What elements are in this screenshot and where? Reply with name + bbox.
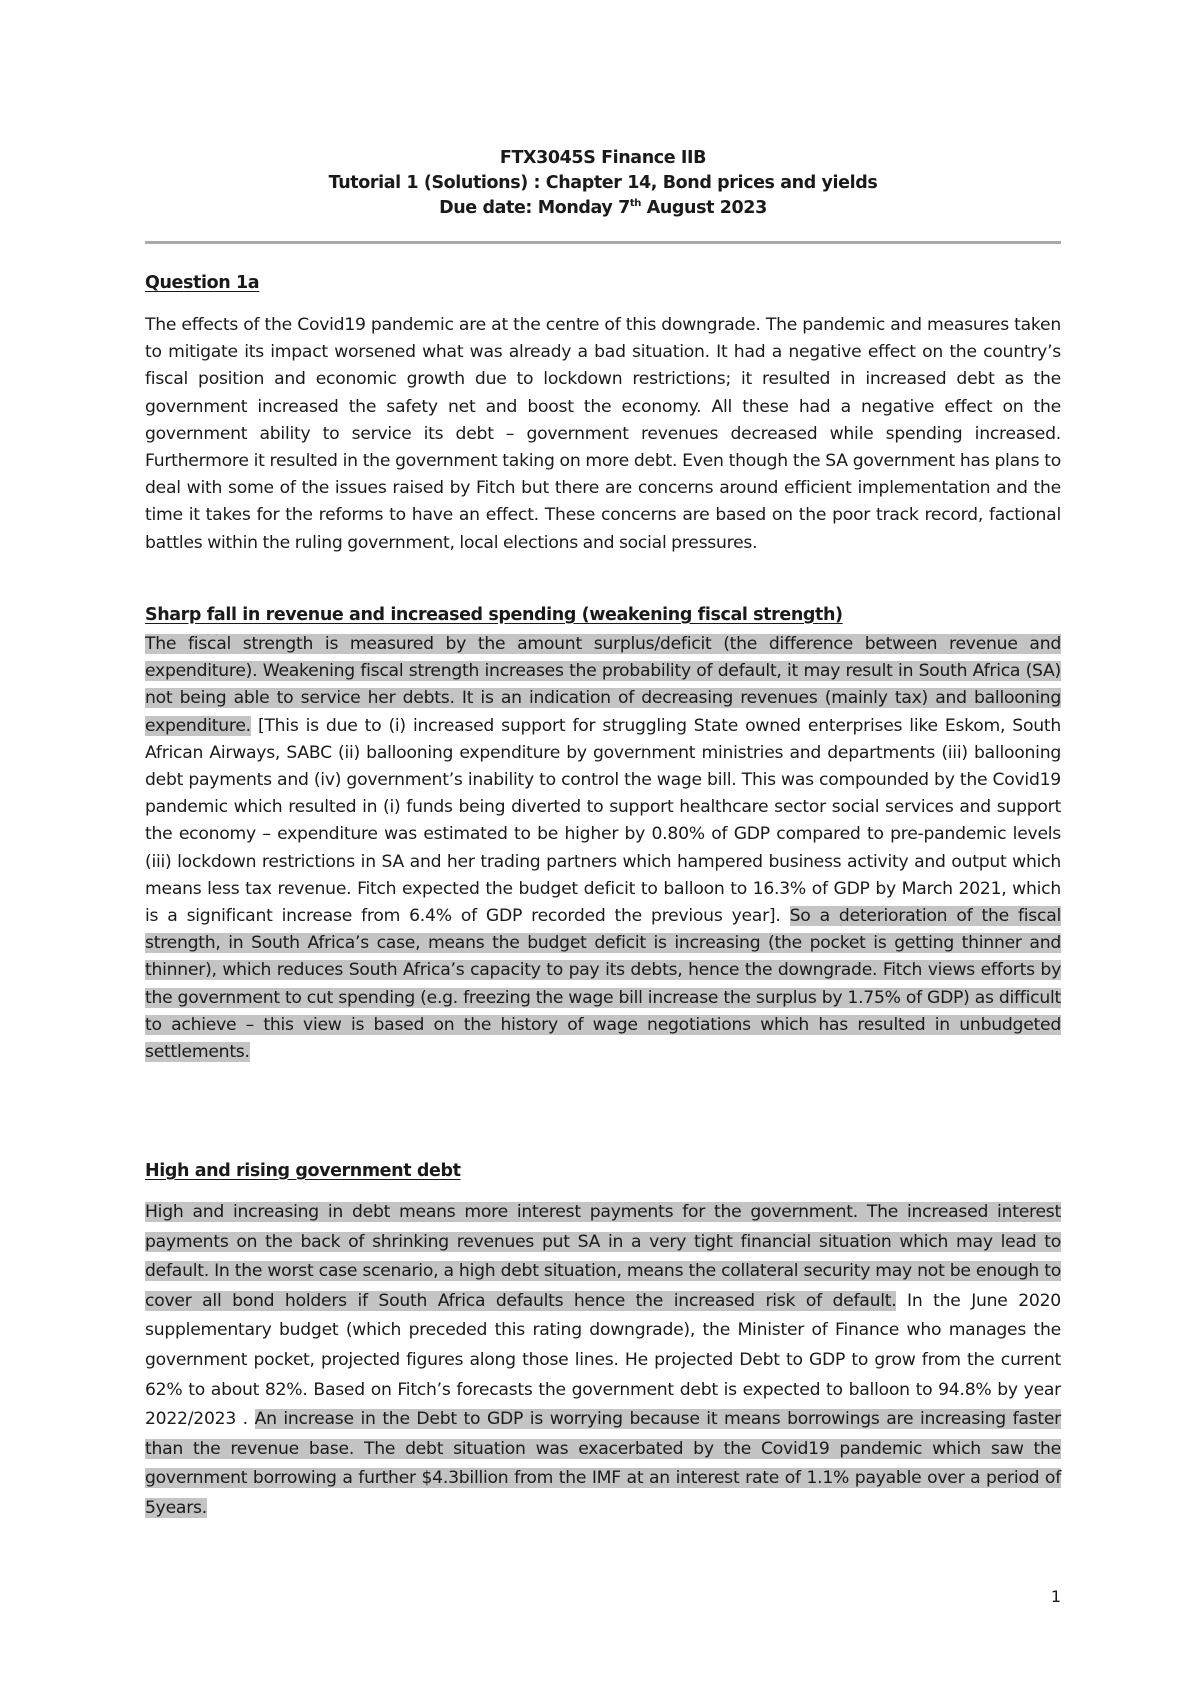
page-number: 1 xyxy=(1050,1587,1061,1606)
course-title: FTX3045S Finance IIB xyxy=(499,148,707,168)
due-date-ordinal: th xyxy=(629,198,641,210)
due-date-text: Due date: Monday 7 xyxy=(439,198,630,218)
due-date-month-year: August 2023 xyxy=(641,198,767,218)
highlighted-text: An increase in the Debt to GDP is worrying because it means borrowings are increasing faster than the revenue base. The debt situation was exacerbated by the Covid19 pandemic which saw the government borrowing a further $4.3billion from the IMF at an interest rate of 1.1% payable over a period of 5years. xyxy=(145,1409,1061,1518)
fiscal-strength-heading: Sharp fall in revenue and increased spending (weakening fiscal strength) xyxy=(145,605,843,625)
question-1a-heading: Question 1a xyxy=(145,273,260,293)
highlighted-text: So a deterioration of the fiscal strength, in South Africa’s case, means the budget deficit is increasing (the pocket is getting thinner and thinner), which reduces South Africa’s capacity to pay its debts, hence the downgrade. Fitch views efforts by the government to cut spending (e.g. freezing the wage bill increase the surplus by 1.75% of GDP) as difficult to achieve – this view is based on the history of wage negotiations which has resulted in unbudgeted settlements. xyxy=(145,906,1061,1063)
highlighted-text: The fiscal strength is measured by the amount surplus/deficit (the difference between revenue and expenditure). Weakening fiscal strength increases the probability of default, it may result in South Africa (SA) not being able to service her debts. It is an indication of decreasing revenues (mainly tax) and ballooning expenditure. xyxy=(145,634,1061,736)
fiscal-strength-paragraph xyxy=(145,631,1061,1066)
due-date xyxy=(145,196,1061,221)
tutorial-title: Tutorial 1 (Solutions) : Chapter 14, Bond prices and yields xyxy=(328,173,878,193)
plain-text: In the June 2020 supplementary budget (which preceded this rating downgrade), the Minister of Finance who manages the government pocket, projected figures along those lines. He projected Debt to GDP to grow from the current 62% to about 82%. Based on Fitch’s forecasts the government debt is expected to balloon to 94.8% by year 2022/2023 . xyxy=(145,1290,1061,1430)
government-debt-paragraph xyxy=(145,1198,1061,1524)
header-divider xyxy=(145,241,1061,244)
government-debt-heading: High and rising government debt xyxy=(145,1161,461,1181)
question-1a-paragraph: The effects of the Covid19 pandemic are at the centre of this downgrade. The pandemic and measures taken to mitigate its impact worsened what was already a bad situation. It had a negative effect on the country’s fiscal position and economic growth due to lockdown restrictions; it resulted in increased debt as the government increased the safety net and boost the economy. All these had a negative effect on the government ability to service its debt – government revenues decreased while spending increased. Furthermore it resulted in the government taking on more debt. Even though the SA government has plans to deal with some of the issues raised by Fitch but there are concerns around efficient implementation and the time it takes for the reforms to have an effect. These concerns are based on the poor track record, factional battles within the ruling government, local elections and social pressures. xyxy=(145,315,1061,553)
document-header xyxy=(145,146,1061,221)
highlighted-text: High and increasing in debt means more interest payments for the government. The increased interest payments on the back of shrinking revenues put SA in a very tight financial situation which may lead to default. In the worst case scenario, a high debt situation, means the collateral security may not be enough to cover all bond holders if South Africa defaults hence the increased risk of default. xyxy=(145,1202,1061,1311)
plain-text: [This is due to (i) increased support for struggling State owned enterprises like Eskom, South African Airways, SABC (ii) ballooning expenditure by government ministries and departments (iii) ballooning debt payments and (iv) government’s inability to control the wage bill. This was compounded by the Covid19 pandemic which resulted in (i) funds being diverted to support healthcare sector social services and support the economy – expenditure was estimated to be higher by 0.80% of GDP compared to pre-pandemic levels (iii) lockdown restrictions in SA and her trading partners which hampered business activity and output which means less tax revenue. Fitch expected the budget deficit to balloon to 16.3% of GDP by March 2021, which is a significant increase from 6.4% of GDP recorded the previous year]. xyxy=(145,715,1061,927)
